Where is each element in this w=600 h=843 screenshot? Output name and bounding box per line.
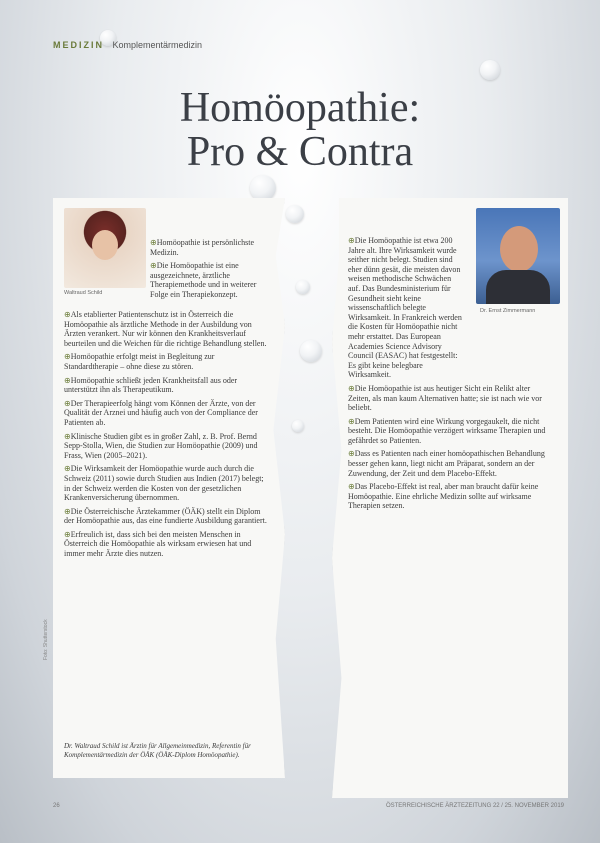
contra-list	[348, 236, 553, 515]
photo-credit: Foto: Shutterstock	[43, 619, 49, 660]
pro-item: ⊕ Als etablierter Patientenschutz ist in Österreich die Homöopathie als ärztliche Methode in der Ausbildung von Ärzten verankert. Nur wir können den Krankheitsverlauf beurteilen und die Weichen für die richtige Behandlung stellen.	[64, 310, 269, 348]
pro-item: ⊕ Erfreulich ist, dass sich bei den meisten Menschen in Österreich die Homöopathie als wirksam erwiesen hat und immer mehr Ärzte dies nutzen.	[64, 530, 269, 559]
pro-intro	[150, 238, 260, 304]
globule	[296, 280, 310, 294]
magazine-footer: ÖSTERREICHISCHE ÄRZTEZEITUNG 22 / 25. NOVEMBER 2019	[385, 803, 564, 809]
section-header	[53, 40, 202, 50]
globule	[250, 175, 276, 201]
globule	[300, 340, 322, 362]
globule	[480, 60, 500, 80]
page-title	[0, 86, 600, 174]
author-photo-left	[64, 208, 146, 288]
pro-item: ⊕ Klinische Studien gibt es in großer Zahl, z. B. Prof. Bernd Sepp-Stolla, Wien, die Studien zur Homöopathie (2009) und Frass, Wien (2005–2021).	[64, 432, 269, 461]
photo-caption-right: Dr. Ernst Zimmermann	[480, 308, 536, 314]
pro-item: ⊕ Der Therapieerfolg hängt vom Können der Ärzte, von der Qualität der Arznei und häufig auch von der Compliance der Patienten ab.	[64, 399, 269, 428]
contra-item: ⊕ Die Homöopathie ist etwa 200 Jahre alt. Ihre Wirksamkeit wurde seither nicht belegt. Studien sind eher dünn gesät, die meisten davon weisen methodische Schwächen auf. Das Bundesministerium für Gesundheit sieht keine wissenschaftlich belegte Wirksamkeit. In Frankreich werden die Kosten für Homöopathie nicht mehr erstattet. Das European Academies Science Advisory Council (EASAC) hat festgestellt: Es gibt keine belegbare Wirksamkeit.	[348, 236, 463, 380]
pro-item: ⊕ Homöopathie schließt jeden Krankheitsfall aus oder unterstützt ihn als Therapeutikum.	[64, 376, 269, 395]
pro-intro-item: ⊕ Die Homöopathie ist eine ausgezeichnete, ärztliche Therapiemethode und in weiterer Folge ein Therapiekonzept.	[150, 261, 260, 299]
section-subtitle: Komplementärmedizin	[112, 40, 203, 50]
contra-item: ⊕ Das Placebo-Effekt ist real, aber man braucht dafür keine Homöopathie. Eine ehrliche Medizin sollte auf wirksame Therapien setzen.	[348, 482, 553, 511]
contra-item: ⊕ Die Homöopathie ist aus heutiger Sicht ein Relikt alter Zeiten, als man kaum Alternativen hatte; sie ist nach wie vor beliebt.	[348, 384, 553, 413]
photo-caption-left: Waltraud Schild	[64, 290, 103, 296]
title-line-2: Pro & Contra	[186, 129, 414, 175]
section-label: MEDIZIN	[53, 40, 104, 50]
pro-signature: Dr. Waltraud Schild ist Ärztin für Allgemeinmedizin, Referentin für Komplementärmedizin der ÖÄK (ÖÄK-Diplom Homöopathie).	[64, 742, 251, 759]
globule	[292, 420, 304, 432]
contra-item: ⊕ Dem Patienten wird eine Wirkung vorgegaukelt, die nicht besteht. Die Homöopathie verzögert wirksame Therapien und gefährdet so Patienten.	[348, 417, 553, 446]
face	[92, 230, 118, 260]
pro-item: ⊕ Homöopathie erfolgt meist in Begleitung zur Standardtherapie – ohne diese zu stören.	[64, 352, 269, 371]
pro-item: ⊕ Die Österreichische Ärztekammer (ÖÄK) stellt ein Diplom der Homöopathie aus, das eine fundierte Ausbildung garantiert.	[64, 507, 269, 526]
title-line-1: Homöopathie:	[179, 85, 421, 131]
pro-intro-item: ⊕ Homöopathie ist persönlichste Medizin.	[150, 238, 260, 257]
pro-list	[64, 310, 269, 563]
page-number: 26	[53, 803, 60, 809]
contra-item: ⊕ Dass es Patienten nach einer homöopathischen Behandlung besser gehen kann, liegt nicht am Präparat, sondern an der Zuwendung, der Zeit und dem Placebo-Effekt.	[348, 449, 553, 478]
pro-item: ⊕ Die Wirksamkeit der Homöopathie wurde auch durch die Schweiz (2011) sowie durch Studien aus Indien (2017) belegt; in der Schweiz werden die Kosten von der gesetzlichen Krankenversicherung übernommen.	[64, 464, 269, 502]
globule	[286, 205, 304, 223]
